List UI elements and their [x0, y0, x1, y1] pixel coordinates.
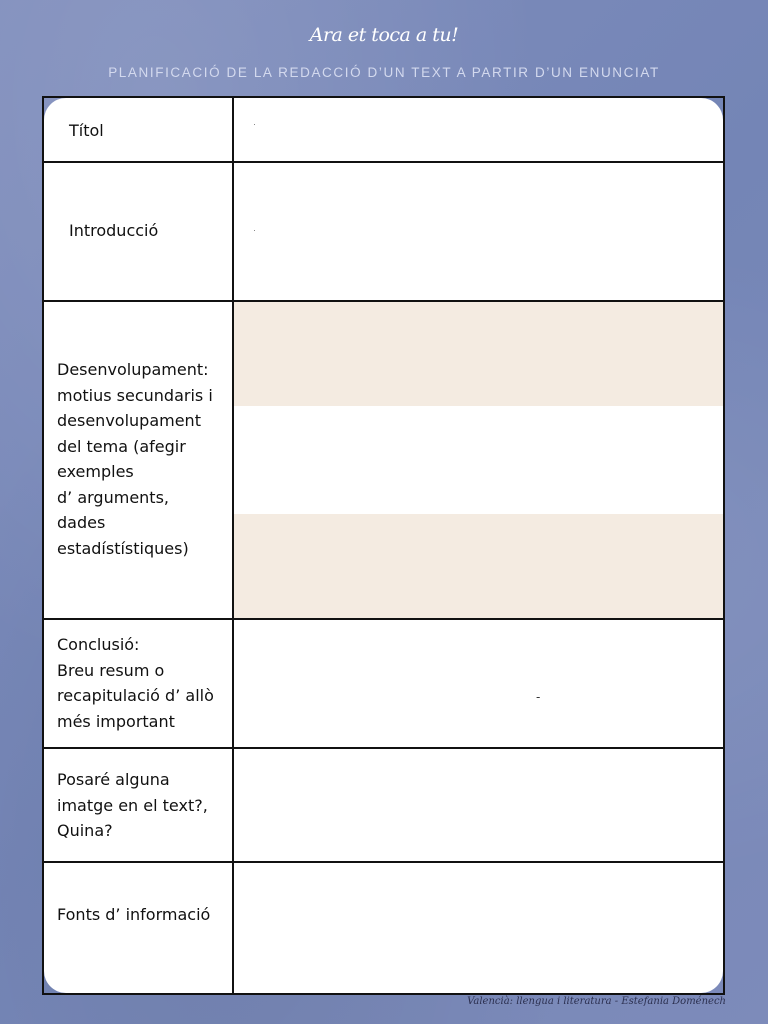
- row-label-title: Títol: [69, 121, 104, 140]
- footer-credit: Valencià: llengua i literatura - Estefania Doménech: [467, 996, 726, 1007]
- page-title: Ara et toca a tu!: [309, 24, 459, 46]
- answer-cell-introduction[interactable]: [234, 163, 723, 300]
- planning-table: [42, 96, 725, 995]
- cursor-mark: [254, 124, 255, 125]
- row-label-introduction: Introducció: [69, 221, 159, 240]
- row-label-image: Posaré alguna imatge en el text?, Quina?: [57, 770, 208, 840]
- answer-cell-conclusion[interactable]: [234, 620, 723, 747]
- table-body: [44, 98, 723, 993]
- answer-cell-sources[interactable]: [234, 863, 723, 993]
- page-subtitle: PLANIFICACIÓ DE LA REDACCIÓ D’UN TEXT A PARTIR D’UN ENUNCIAT: [108, 65, 660, 80]
- answer-cell-image[interactable]: [234, 749, 723, 861]
- row-label-development: Desenvolupament: motius secundaris i desenvolupament del tema (afegir exemples d’ arguments, dades estadístístiques): [57, 360, 213, 558]
- answer-cell-title[interactable]: [234, 98, 723, 161]
- conclusion-mark: -: [536, 690, 541, 704]
- row-label-conclusion: Conclusió: Breu resum o recapitulació d’ allò més important: [57, 635, 214, 731]
- cursor-mark: [254, 230, 255, 231]
- row-label-sources: Fonts d’ informació: [57, 905, 211, 924]
- answer-cell-development[interactable]: [234, 302, 723, 618]
